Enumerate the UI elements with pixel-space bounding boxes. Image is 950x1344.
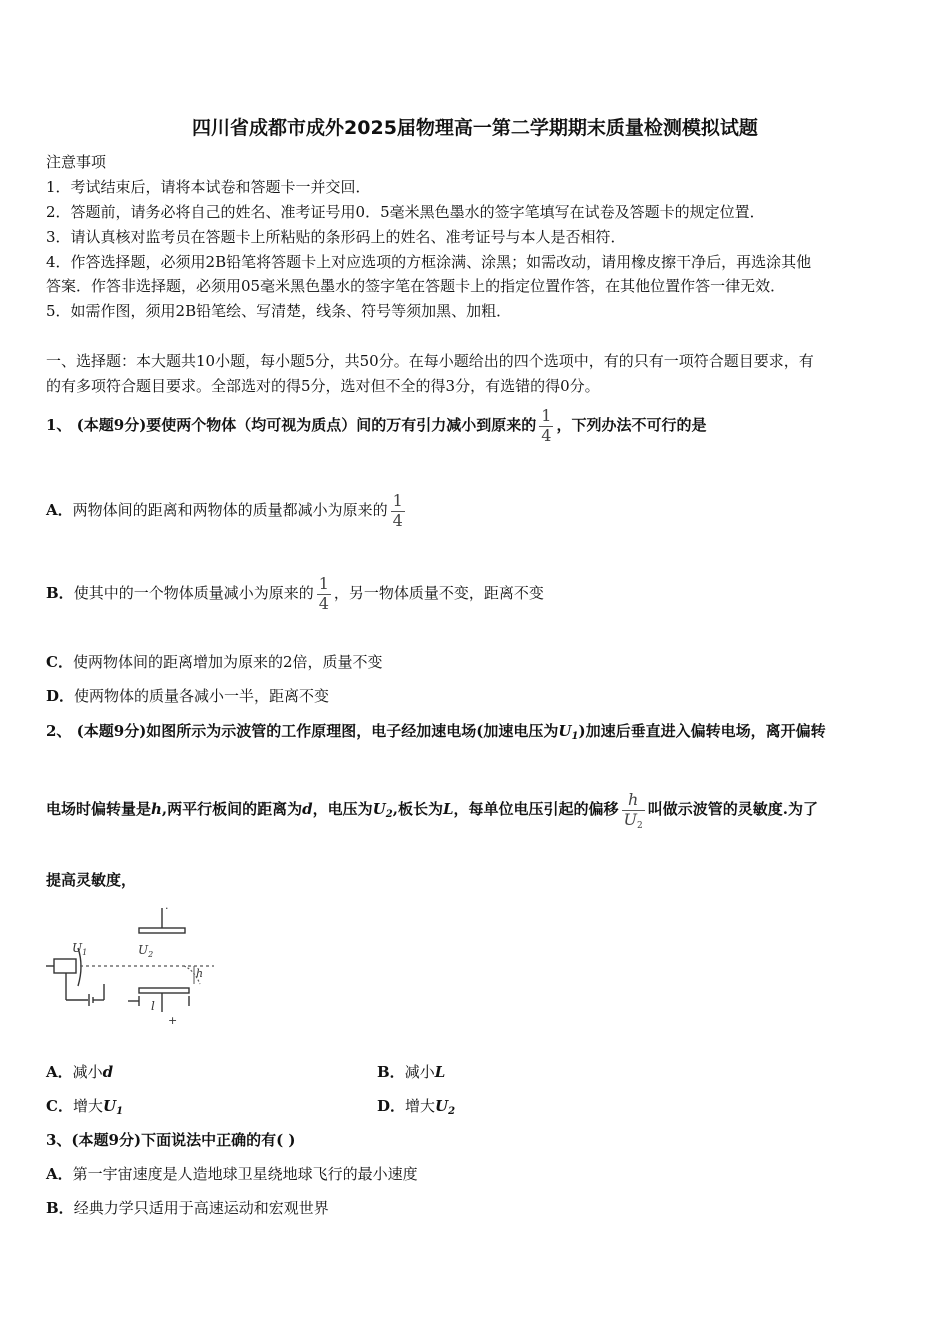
section-heading-line1: 一、选择题：本大题共10小题，每小题5分，共50分。在每小题给出的四个选项中，有的只有一项符合题目要求，有 [46,352,814,370]
notice-item: 答案．作答非选择题，必须用05毫米黑色墨水的签字笔在答题卡上的指定位置作答，在其他位置作答一律无效． [46,277,786,295]
notice-item: 3．请认真核对监考员在答题卡上所粘贴的条形码上的姓名、准考证号与本人是否相符． [46,228,626,246]
q1-stem-after: ，下列办法不可行的是 [556,416,707,434]
notice-item: 1．考试结束后，请将本试卷和答题卡一并交回． [46,178,371,196]
q1-option-c: C．使两物体间的距离增加为原来的2倍，质量不变 [46,653,383,671]
svg-text:l: l [151,999,155,1013]
q2-option-b: B．减小L [377,1063,446,1081]
svg-text:U2: $U_2$ [138,943,154,959]
q2-option-d: D．增大$U_2$ [377,1097,456,1117]
q2-stem-line3: 提高灵敏度， [46,871,137,889]
q1-option-a-fraction: $\frac{1}{4}$ [392,491,403,530]
q1-option-b: B．使其中的一个物体质量减小为原来的 $\frac{1}{4}$ ，另一物体质量不变，距离不变 [46,574,544,613]
q2-stem-line2: 电场时偏转量是h,两平行板间的距离为d，电压为$U_2$,板长为L，每单位电压引起的偏移 $\frac{h}{U_2}$ 叫做示波管的灵敏度.为了 [46,790,818,831]
q3-option-b: B．经典力学只适用于高速运动和宏观世界 [46,1199,329,1217]
page-title: 四川省成都市成外2025届物理高一第二学期期末质量检测模拟试题 [192,117,758,139]
notice-item: 2．答题前，请务必将自己的姓名、准考证号用0．5毫米黑色墨水的签字笔填写在试卷及答题卡的规定位置． [46,203,765,221]
svg-text:h: h [196,967,204,980]
q1-fraction: $\frac{1}{4}$ [541,406,552,445]
q1-option-b-fraction: $\frac{1}{4}$ [318,574,329,613]
oscilloscope-diagram [44,904,219,1026]
q1-option-d: D．使两物体的质量各减小一半，距离不变 [46,687,330,705]
q1-stem [46,402,707,448]
notice-item: 4．作答选择题，必须用2B铅笔将答题卡上对应选项的方框涂满、涂黑；如需改动，请用橡皮擦干净后，再选涂其他 [46,253,812,271]
q2-option-c: C．增大$U_1$ [46,1097,124,1117]
svg-text:+: + [168,1014,178,1026]
svg-text:·: · [165,904,169,915]
q2-sensitivity-fraction: $\frac{h}{U_2}$ [623,790,643,831]
notice-item: 5．如需作图，须用2B铅笔绘、写清楚，线条、符号等须加黑、加粗． [46,302,512,320]
q3-stem: 3、(本题9分)下面说法中正确的有( ) [46,1131,296,1149]
q1-stem-before: 1、 (本题9分)要使两个物体（均可视为质点）间的万有引力减小到原来的 [46,416,537,434]
svg-text:U1: $U_1$ [72,941,88,957]
q3-option-a: A．第一宇宙速度是人造地球卫星绕地球飞行的最小速度 [46,1165,418,1183]
q1-option-a: A．两物体间的距离和两物体的质量都减小为原来的 $\frac{1}{4}$ [46,491,403,530]
q2-stem-line1: 2、 (本题9分)如图所示为示波管的工作原理图，电子经加速电场(加速电压为$U_1$)加速后垂直进入偏转电场，离开偏转 [46,722,826,742]
q2-option-a: A．减小d [46,1063,114,1081]
notice-heading: 注意事项 [46,153,107,171]
section-heading-line2: 的有多项符合题目要求。全部选对的得5分，选对但不全的得3分，有选错的得0分。 [46,377,600,395]
